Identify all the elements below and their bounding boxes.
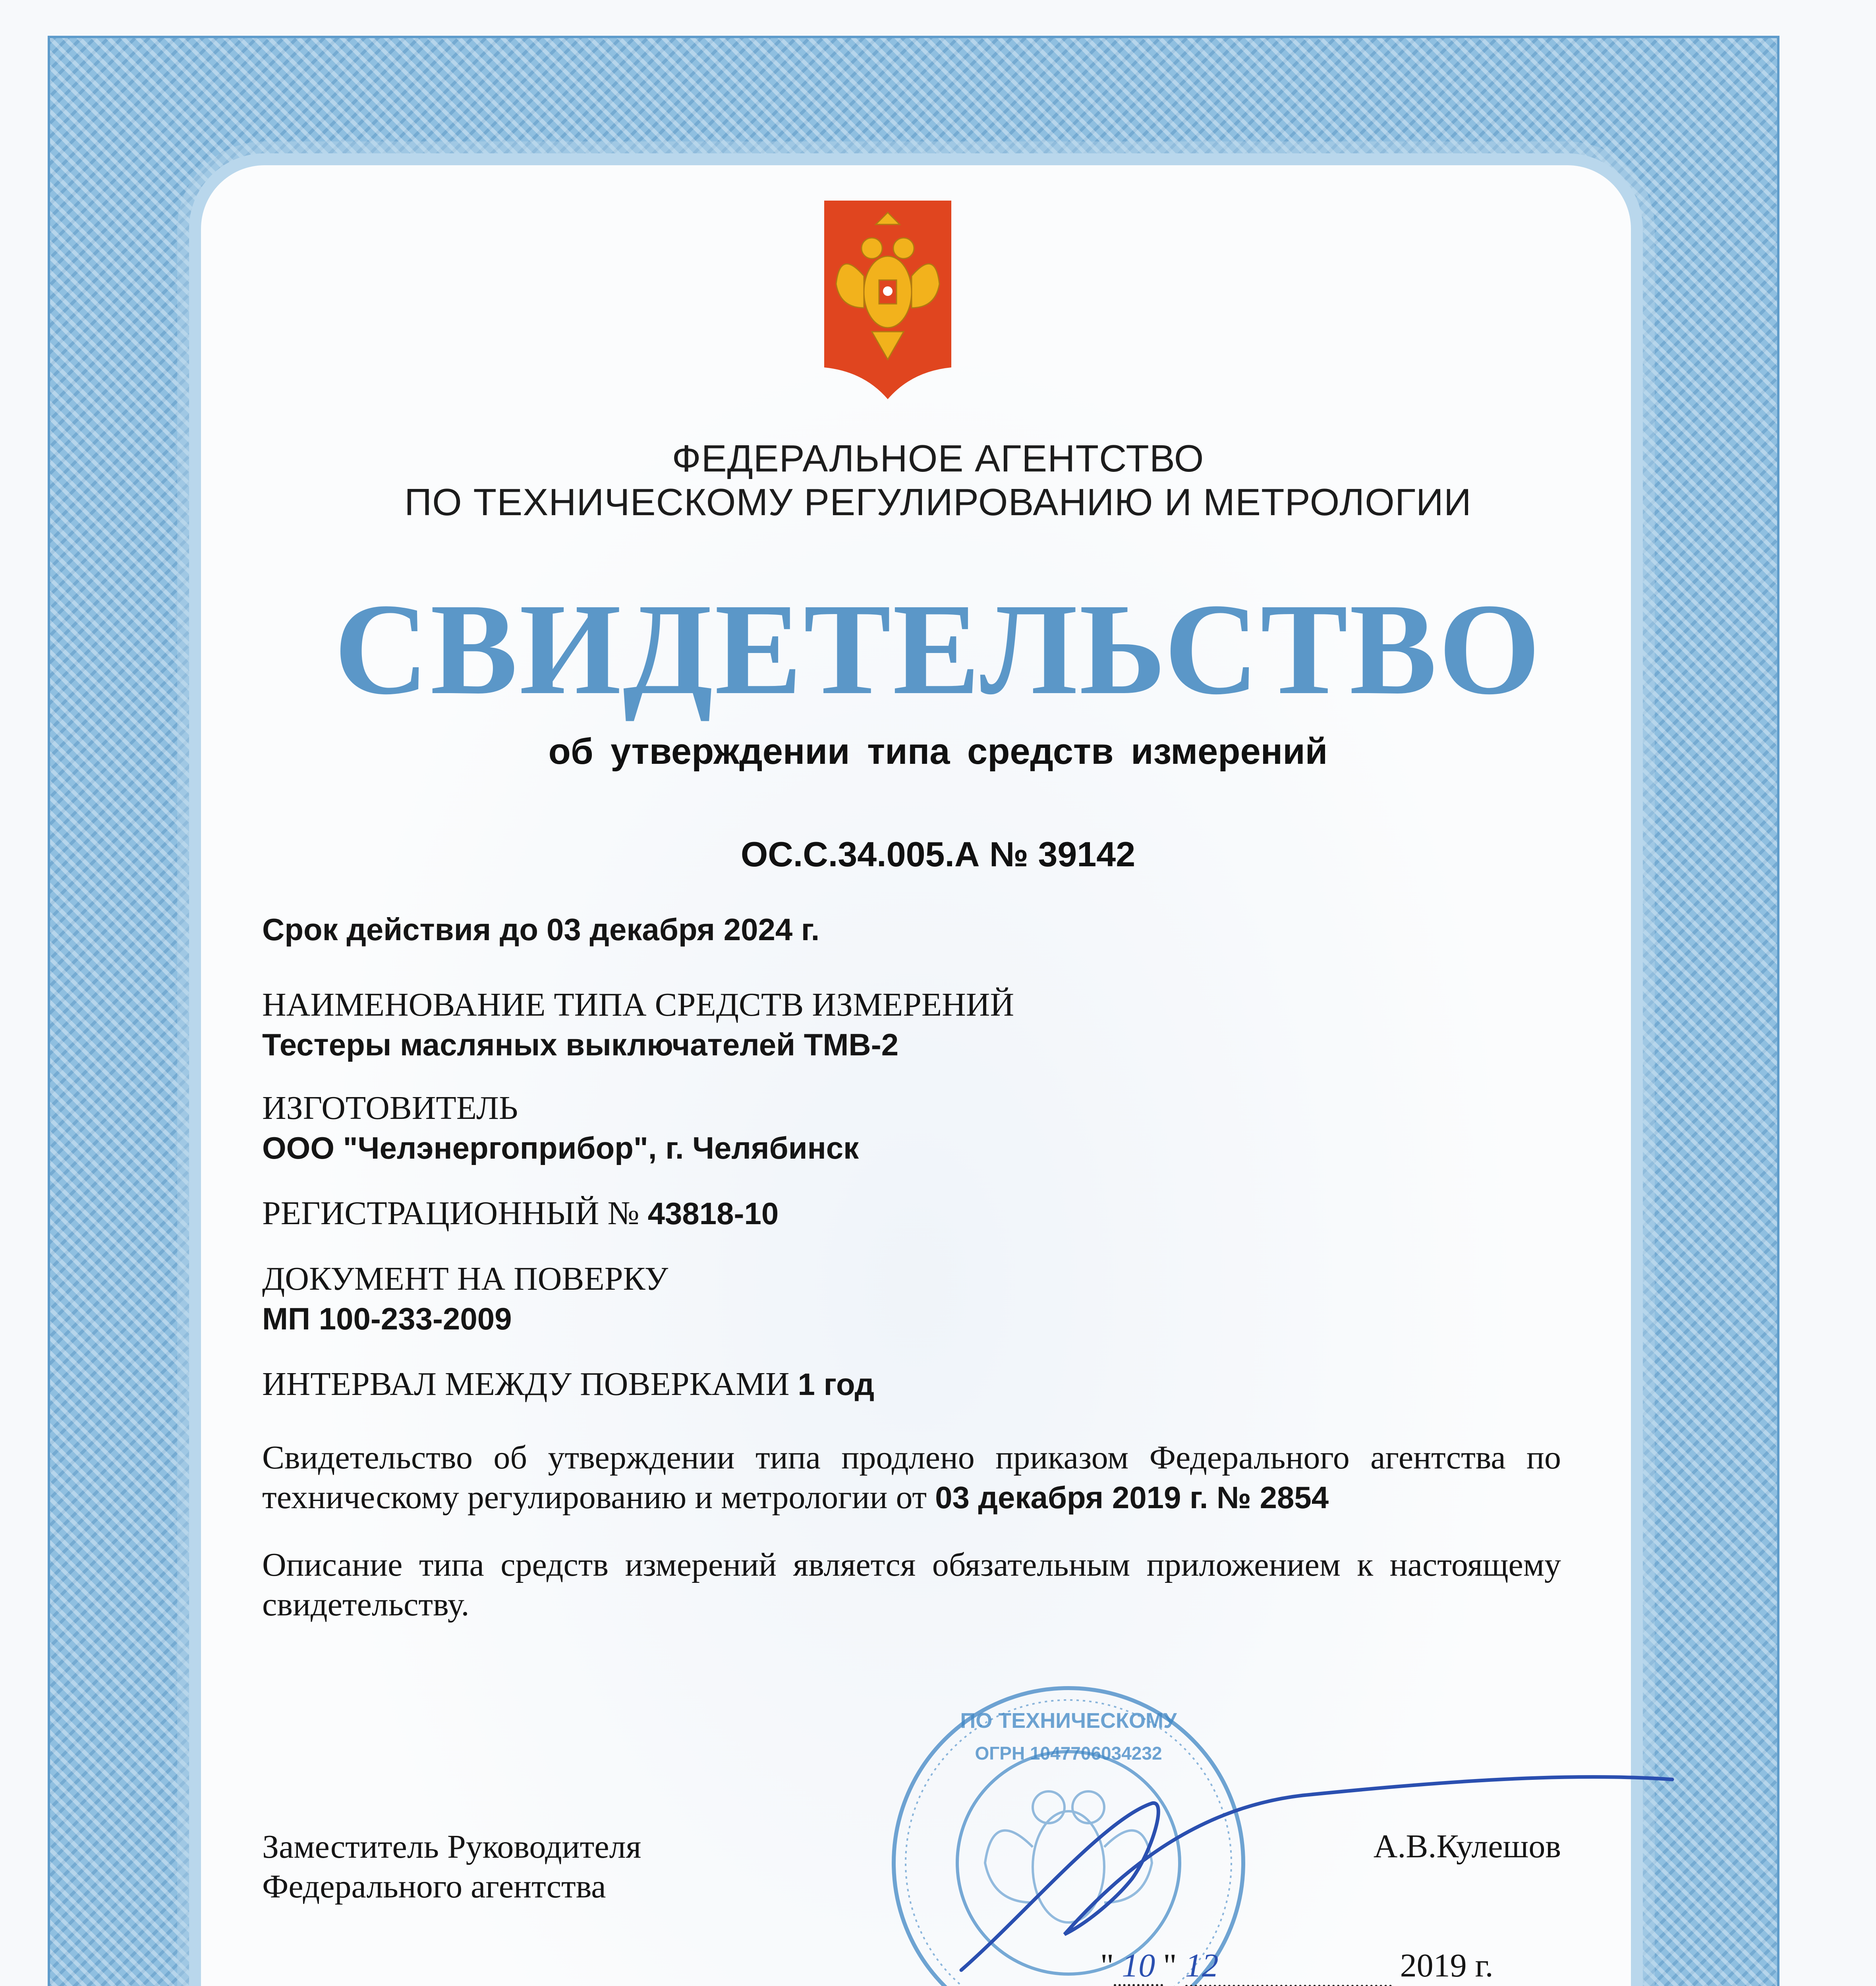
date-year: 2019 г. [1400,1947,1493,1984]
instrument-type-value: Тестеры масляных выключателей ТМВ-2 [262,1027,899,1062]
extension-paragraph [262,1438,1561,1517]
validity-value: 03 декабря 2024 г. [547,912,820,947]
date-close-quote: " [1163,1947,1177,1984]
svg-text:ОГРН 1047706034232: ОГРН 1047706034232 [975,1743,1162,1764]
extension-order: 03 декабря 2019 г. № 2854 [935,1480,1329,1515]
document-subtitle: об утверждении типа средств измерений [548,731,1328,772]
signatory-position-line1: Заместитель Руководителя [262,1828,641,1865]
date-open-quote: " [1100,1947,1114,1984]
verification-doc-label: ДОКУМЕНТ НА ПОВЕРКУ [262,1260,668,1297]
manufacturer-value: ООО "Челэнергоприбор", г. Челябинск [262,1130,859,1165]
registration-value: 43818-10 [647,1196,779,1231]
extension-text: Свидетельство об утверждении типа продлено приказом Федерального агентства по техническому регулированию и метрологии от [262,1439,1561,1516]
date-day: 10 [1114,1947,1163,1986]
signatory-name: А.В.Кулешов [1373,1828,1561,1865]
instrument-type-section [262,985,1561,1064]
coat-of-arms-icon [824,201,951,399]
validity-row [262,910,1561,949]
signatory-position [262,1827,641,1907]
signatory-position-line2: Федерального агентства [262,1868,606,1905]
instrument-type-label: НАИМЕНОВАНИЕ ТИПА СРЕДСТВ ИЗМЕРЕНИЙ [262,986,1014,1023]
date-month: 12 [1185,1946,1392,1986]
validity-label: Срок действия до [262,912,538,947]
document-title: СВИДЕТЕЛЬСТВО [334,577,1542,722]
manufacturer-section [262,1088,1561,1168]
description-note: Описание типа средств измерений является обязательным приложением к настоящему свидетельству. [262,1546,1561,1623]
interval-label: ИНТЕРВАЛ МЕЖДУ ПОВЕРКАМИ [262,1366,790,1403]
registration-row [262,1194,1561,1233]
manufacturer-label: ИЗГОТОВИТЕЛЬ [262,1090,518,1126]
interval-value: 1 год [798,1367,875,1402]
interval-row [262,1364,1561,1404]
signing-date [1100,1946,1493,1986]
verification-doc-section [262,1259,1561,1339]
registration-label: РЕГИСТРАЦИОННЫЙ № [262,1195,640,1232]
svg-text:ПО ТЕХНИЧЕСКОМУ: ПО ТЕХНИЧЕСКОМУ [960,1709,1177,1733]
certificate-number: ОС.С.34.005.А № 39142 [740,835,1136,874]
agency-name-line2: ПО ТЕХНИЧЕСКОМУ РЕГУЛИРОВАНИЮ И МЕТРОЛОГИИ [404,481,1472,524]
agency-name-line1: ФЕДЕРАЛЬНОЕ АГЕНТСТВО [672,437,1204,480]
verification-doc-value: МП 100-233-2009 [262,1301,512,1336]
